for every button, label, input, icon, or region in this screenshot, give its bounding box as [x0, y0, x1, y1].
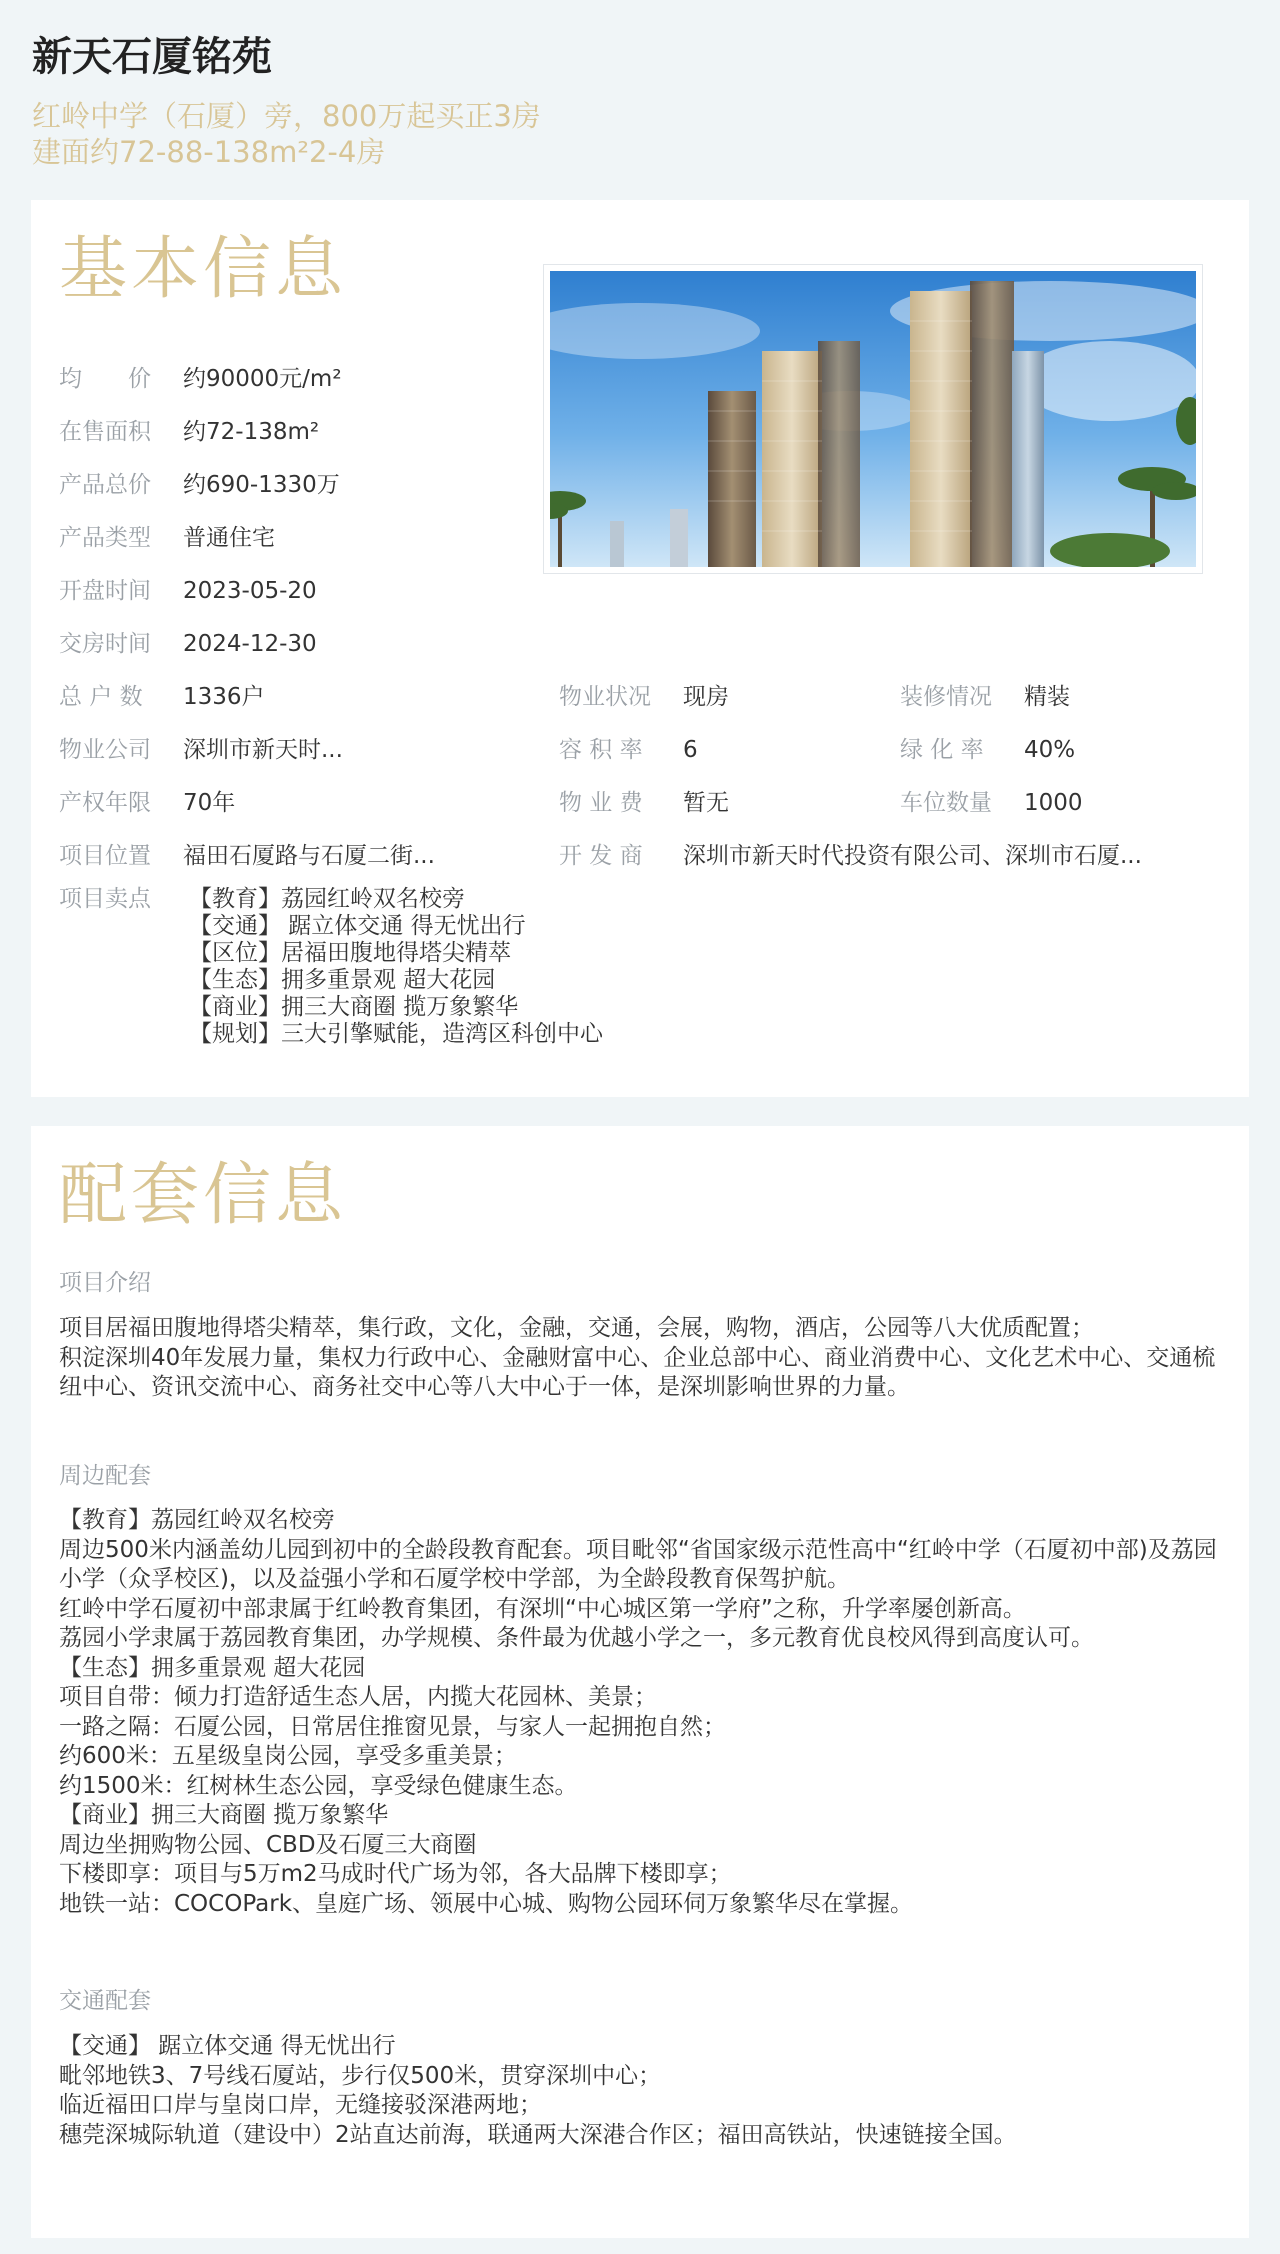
surround-label: 周边配套: [59, 1463, 151, 1489]
project-area-range: 建面约72-88-138m²2-4房: [32, 135, 386, 169]
field-green-ratio: 绿 化 率 40%: [900, 737, 1076, 763]
selling-points-label: 项目卖点: [59, 886, 151, 912]
field-plot-ratio: 容 积 率 6: [559, 737, 698, 763]
field-product-type: 产品类型 普通住宅: [59, 525, 275, 551]
surround-line: 【商业】拥三大商圈 揽万象繁华: [59, 1802, 389, 1828]
surround-line: 红岭中学石厦初中部隶属于红岭教育集团，有深圳“中心城区第一学府”之称，升学率屡创新高。: [59, 1595, 1026, 1622]
selling-point-item: 【规划】三大引擎赋能，造湾区科创中心: [189, 1021, 603, 1047]
field-opening-date: 开盘时间 2023-05-20: [59, 578, 317, 604]
field-property-term: 产权年限 70年: [59, 790, 236, 816]
selling-point-item: 【生态】拥多重景观 超大花园: [189, 967, 496, 993]
page-header: [32, 28, 1232, 170]
field-sale-area: 在售面积 约72-138m²: [59, 419, 320, 445]
field-delivery-date: 交房时间 2024-12-30: [59, 631, 317, 657]
selling-point-item: 【教育】荔园红岭双名校旁: [189, 886, 465, 912]
surround-line: 周边坐拥购物公园、CBD及石厦三大商圈: [59, 1831, 477, 1858]
intro-paragraph: 积淀深圳40年发展力量，集权力行政中心、金融财富中心、企业总部中心、商业消费中心、文化艺术中心、交通梳纽中心、资讯交流中心、商务社交中心等八大中心于一体，是深圳影响世界的力量。: [59, 1344, 1216, 1400]
field-unit-price: 均 价 约90000元/m²: [59, 366, 342, 392]
basic-info-card: [31, 200, 1249, 1097]
selling-point-item: 【商业】拥三大商圈 揽万象繁华: [189, 994, 519, 1020]
selling-point-item: 【交通】 踞立体交通 得无忧出行: [189, 913, 526, 939]
traffic-line: 毗邻地铁3、7号线石厦站，步行仅500米，贯穿深圳中心；: [59, 2062, 662, 2089]
project-photo[interactable]: [543, 264, 1203, 574]
surround-line: 约1500米：红树林生态公园，享受绿色健康生态。: [59, 1772, 578, 1799]
intro-text: [59, 1314, 1219, 1403]
project-tagline: 红岭中学（石厦）旁，800万起买正3房: [32, 99, 541, 133]
field-decoration: 装修情况 精装: [900, 684, 1070, 710]
surround-line: 约600米：五星级皇岗公园，享受多重美景；: [59, 1743, 517, 1769]
traffic-label: 交通配套: [59, 1988, 151, 2014]
field-property-company: 物业公司 深圳市新天时...: [59, 737, 343, 763]
traffic-line: 穗莞深城际轨道（建设中）2站直达前海，联通两大深港合作区；福田高铁站，快速链接全国。: [59, 2121, 1017, 2148]
building-rendering-image: [550, 271, 1196, 567]
field-developer[interactable]: 开 发 商 深圳市新天时代投资有限公司、深圳市石厦...: [559, 843, 1142, 869]
basic-info-heading: 基本信息: [59, 230, 348, 309]
project-title: 新天石厦铭苑: [32, 34, 272, 80]
surround-line: 荔园小学隶属于荔园教育集团，办学规模、条件最为优越小学之一，多元教育优良校风得到高度认可。: [59, 1625, 1094, 1651]
field-property-fee: 物 业 费 暂无: [559, 790, 729, 816]
field-property-status: 物业状况 现房: [559, 684, 729, 710]
traffic-text: [59, 2032, 1219, 2150]
intro-paragraph: 项目居福田腹地得塔尖精萃，集行政，文化，金融，交通，会展，购物，酒店，公园等八大优质配置；: [59, 1315, 1094, 1341]
intro-label: 项目介绍: [59, 1270, 151, 1296]
surround-line: 【生态】拥多重景观 超大花园: [59, 1654, 366, 1681]
field-households: 总 户 数 1336户: [59, 684, 265, 710]
surround-line: 地铁一站：COCOPark、皇庭广场、领展中心城、购物公园环伺万象繁华尽在掌握。: [59, 1890, 914, 1917]
traffic-line: 【交通】 踞立体交通 得无忧出行: [59, 2033, 396, 2059]
selling-point-item: 【区位】居福田腹地得塔尖精萃: [189, 940, 511, 966]
field-location[interactable]: 项目位置 福田石厦路与石厦二街...: [59, 843, 435, 869]
field-parking: 车位数量 1000: [900, 790, 1083, 816]
surround-line: 【教育】荔园红岭双名校旁: [59, 1507, 335, 1533]
field-total-price: 产品总价 约690-1330万: [59, 472, 340, 498]
surround-line: 一路之隔：石厦公园，日常居住推窗见景，与家人一起拥抱自然；: [59, 1713, 726, 1740]
traffic-line: 临近福田口岸与皇岗口岸，无缝接驳深港两地；: [59, 2092, 542, 2118]
surround-text: [59, 1506, 1219, 1919]
surround-line: 周边500米内涵盖幼儿园到初中的全龄段教育配套。项目毗邻“省国家级示范性高中“红岭中学（石厦初中部)及荔园小学（众孚校区)，以及益强小学和石厦学校中学部，为全龄段教育保驾护航。: [59, 1536, 1217, 1592]
surround-line: 项目自带：倾力打造舒适生态人居，内揽大花园林、美景；: [59, 1684, 657, 1710]
support-info-card: [31, 1126, 1249, 2238]
surround-line: 下楼即享：项目与5万m2马成时代广场为邻，各大品牌下楼即享；: [59, 1861, 732, 1887]
support-info-heading: 配套信息: [59, 1156, 348, 1235]
selling-points: [59, 886, 603, 1048]
